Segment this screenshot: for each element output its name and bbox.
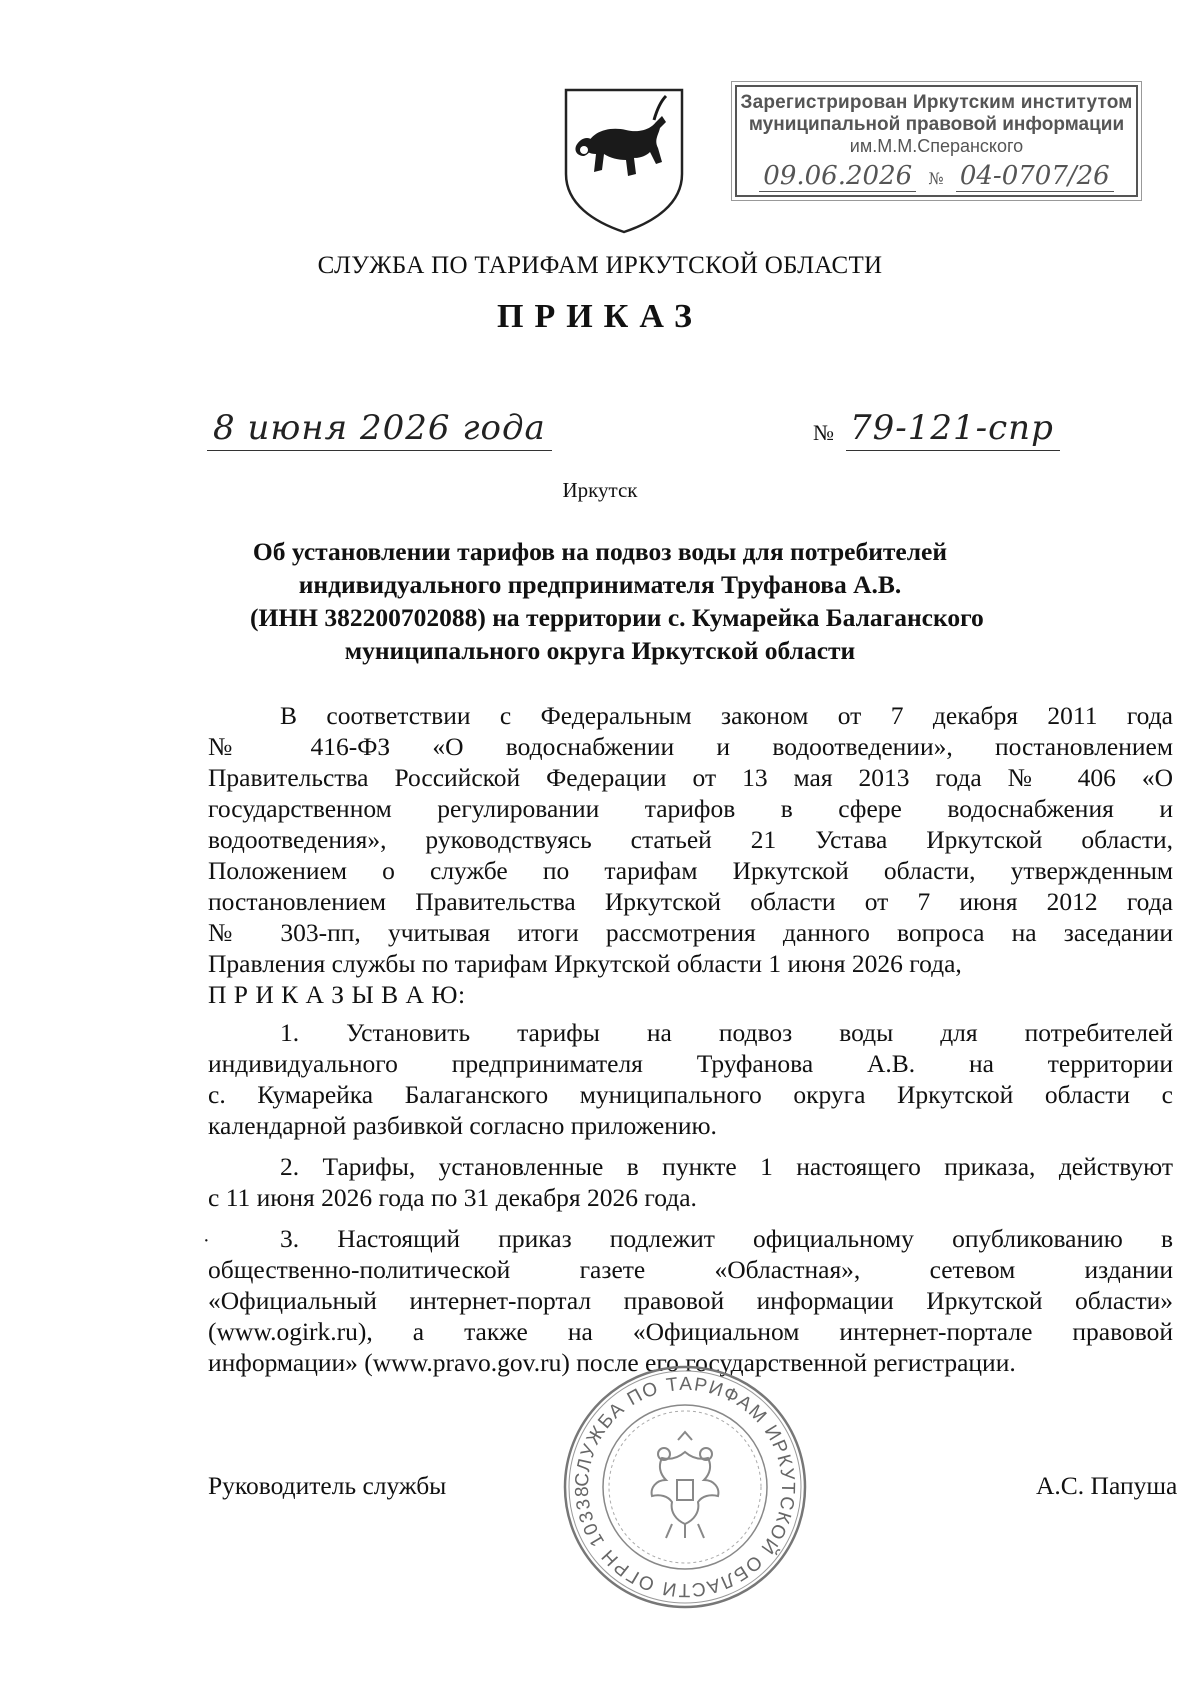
registration-stamp [735,85,1138,197]
svg-text:СЛУЖБА ПО ТАРИФАМ ИРКУТСКОЙ ОБ [560,1362,798,1600]
signatory-name: А.С. Папуша [1036,1471,1178,1500]
registration-stamp-line1: Зарегистрирован Иркутским институтом [740,92,1133,113]
coat-of-arms-icon [562,86,686,236]
body-line: Правительства Российской Федерации от 13 мая 2013 года № 406 «О [208,763,1173,792]
title-line: Об установлении тарифов на подвоз воды для потребителей [252,537,948,566]
agency-name: СЛУЖБА ПО ТАРИФАМ ИРКУТСКОЙ ОБЛАСТИ [317,252,883,279]
document-city: Иркутск [562,478,638,502]
body-line: информации» (www.pravo.gov.ru) после его государственной регистрации. [208,1348,1016,1377]
body-line: постановлением Правительства Иркутской области от 7 июня 2012 года [208,887,1173,916]
body-line: № 416-ФЗ «О водоснабжении и водоотведении», постановлением [208,732,1173,761]
body-line: календарной разбивкой согласно приложению. [208,1111,717,1140]
signatory-position: Руководитель службы [208,1471,447,1500]
registration-date: 09.06.2026 [759,161,916,192]
body-line: индивидуального предпринимателя Труфанова А.В. на территории [208,1049,1173,1078]
title-line: индивидуального предпринимателя Труфанова А.В. [298,570,902,599]
title-line: муниципального округа Иркутской области [344,636,856,665]
body-line: общественно-политической газете «Областная», сетевом издании [208,1255,1173,1284]
document-date: 8 июня 2026 года [207,408,552,451]
title-line: (ИНН 382200702088) на территории с. Кумарейка Балаганского [250,603,984,632]
margin-mark: · [203,1230,210,1252]
body-line: «Официальный интернет-портал правовой информации Иркутской области» [208,1286,1173,1315]
official-seal-icon [560,1362,810,1612]
body-line: 2. Тарифы, установленные в пункте 1 настоящего приказа, действуют [280,1152,1173,1181]
body-line: государственном регулировании тарифов в сфере водоснабжения и [208,794,1173,823]
body-line: с. Кумарейка Балаганского муниципального округа Иркутской области с [208,1080,1173,1109]
registration-number: 04-0707/26 [956,161,1114,192]
document-title [250,535,984,667]
registration-stamp-line2: муниципальной правовой информации [748,114,1125,135]
document-number-label: № [813,420,834,445]
order-keyword: П Р И К А З Ы В А Ю: [208,980,466,1009]
body-line: В соответствии с Федеральным законом от 7 декабря 2011 года [280,701,1173,730]
document-type: ПРИКАЗ [497,298,703,335]
body-line: Правления службы по тарифам Иркутской области 1 июня 2026 года, [208,949,962,978]
registration-stamp-line3: им.М.М.Сперанского [849,136,1024,156]
body-line: водоотведения», руководствуясь статьей 21 Устава Иркутской области, [208,825,1173,854]
body-line: 1. Установить тарифы на подвоз воды для потребителей [280,1018,1173,1047]
body-line: с 11 июня 2026 года по 31 декабря 2026 года. [208,1183,697,1212]
body-line: (www.ogirk.ru), а также на «Официальном интернет-портале правовой [208,1317,1173,1346]
registration-number-sign: № [928,169,944,188]
document-number: 79-121-спр [846,408,1060,451]
registration-stamp-entry [737,161,1136,191]
body-line: № 303-пп, учитывая итоги рассмотрения данного вопроса на заседании [208,918,1173,947]
body-line: 3. Настоящий приказ подлежит официальному опубликованию в [280,1224,1173,1253]
body-line: Положением о службе по тарифам Иркутской области, утвержденным [208,856,1173,885]
seal-ring-text: СЛУЖБА ПО ТАРИФАМ ИРКУТСКОЙ ОБЛАСТИ ОГРН 10338 [571,1373,799,1601]
